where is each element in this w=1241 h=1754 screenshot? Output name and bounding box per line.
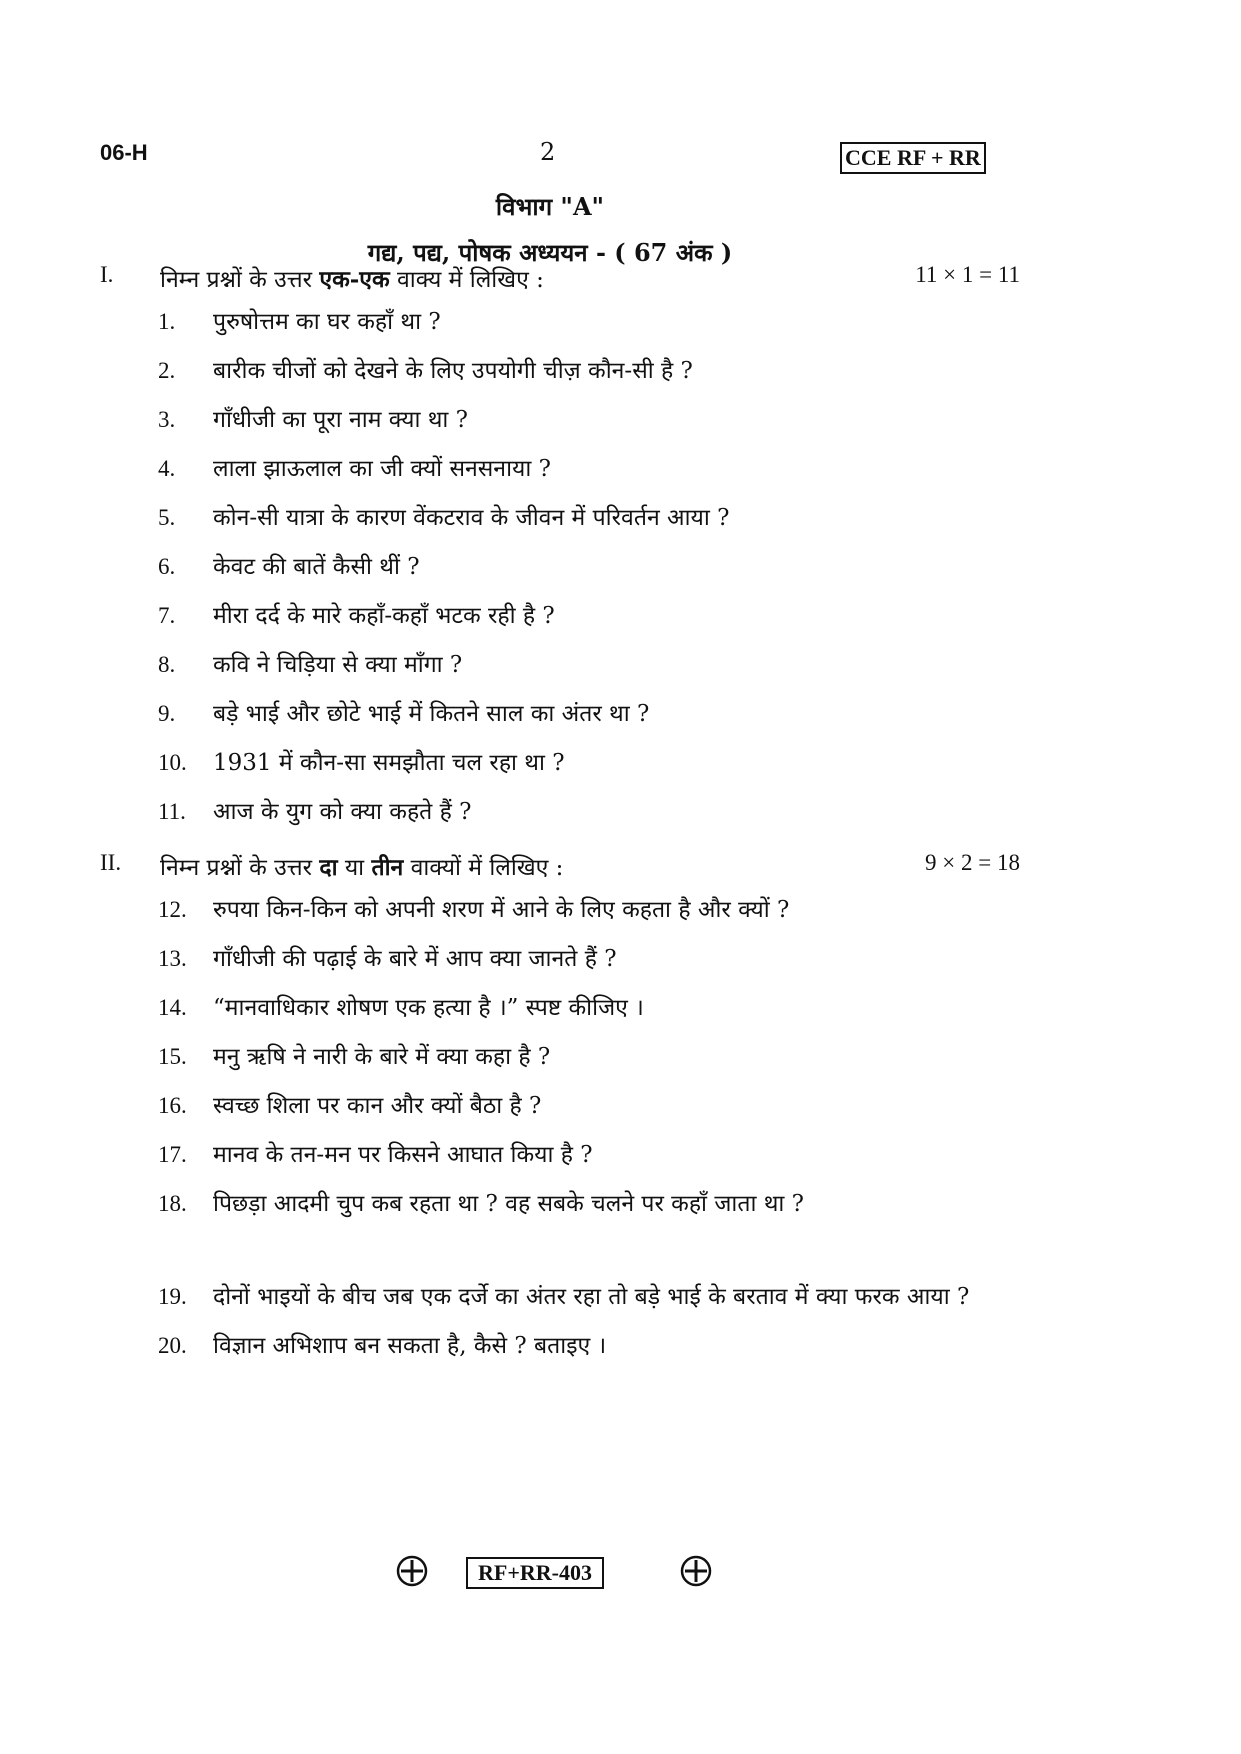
question-text: मानव के तन-मन पर किसने आघात किया है ? bbox=[213, 1142, 593, 1168]
part2-instruction: निम्न प्रश्नों के उत्तर दा या तीन वाक्यों में लिखिए : bbox=[160, 854, 564, 881]
question-number: 19. bbox=[158, 1284, 187, 1309]
part1-instruction: निम्न प्रश्नों के उत्तर एक-एक वाक्य में लिखिए : bbox=[160, 266, 544, 293]
question-number: 12. bbox=[158, 897, 187, 922]
page-number: 2 bbox=[540, 138, 556, 166]
question-number: 7. bbox=[158, 603, 176, 628]
part2-roman: II. bbox=[100, 850, 122, 875]
question-text: मनु ऋषि ने नारी के बारे में क्या कहा है ? bbox=[213, 1044, 551, 1070]
question-text: पिछड़ा आदमी चुप कब रहता था ? वह सबके चलने पर कहाँ जाता था ? bbox=[213, 1191, 805, 1217]
page-footer bbox=[0, 1555, 1100, 1595]
footer-code-box: RF+RR-403 bbox=[466, 1557, 604, 1589]
question-number: 2. bbox=[158, 358, 176, 383]
question-text: गाँधीजी की पढ़ाई के बारे में आप क्या जानते हैं ? bbox=[213, 946, 617, 972]
question-text: कोन-सी यात्रा के कारण वेंकटराव के जीवन में परिवर्तन आया ? bbox=[213, 505, 730, 531]
part1-marks: 11 × 1 = 11 bbox=[915, 262, 1020, 287]
question-text: लाला झाऊलाल का जी क्यों सनसनाया ? bbox=[213, 456, 551, 482]
question-text: कवि ने चिड़िया से क्या माँगा ? bbox=[213, 652, 463, 678]
question-number: 14. bbox=[158, 995, 187, 1020]
section-title: विभाग "A" bbox=[495, 192, 605, 221]
question-number: 1. bbox=[158, 309, 176, 334]
part1-roman: I. bbox=[100, 262, 114, 287]
part2-marks: 9 × 2 = 18 bbox=[925, 850, 1020, 875]
question-number: 15. bbox=[158, 1044, 187, 1069]
question-text: “मानवाधिकार शोषण एक हत्या है ।” स्पष्ट कीजिए । bbox=[213, 995, 644, 1021]
question-number: 13. bbox=[158, 946, 187, 971]
question-text: रुपया किन-किन को अपनी शरण में आने के लिए कहता है और क्यों ? bbox=[213, 897, 790, 923]
question-text: बड़े भाई और छोटे भाई में कितने साल का अंतर था ? bbox=[213, 701, 650, 727]
question-number: 3. bbox=[158, 407, 176, 432]
question-text: 1931 में कौन-सा समझौता चल रहा था ? bbox=[213, 750, 565, 776]
question-text: पुरुषोत्तम का घर कहाँ था ? bbox=[213, 309, 441, 335]
question-number: 18. bbox=[158, 1191, 187, 1216]
question-number: 9. bbox=[158, 701, 176, 726]
question-text: बारीक चीजों को देखने के लिए उपयोगी चीज़ कौन-सी है ? bbox=[213, 358, 693, 384]
question-text: स्वच्छ शिला पर कान और क्यों बैठा है ? bbox=[213, 1093, 542, 1119]
question-text: आज के युग को क्या कहते हैं ? bbox=[213, 799, 472, 825]
question-number: 5. bbox=[158, 505, 176, 530]
question-number: 16. bbox=[158, 1093, 187, 1118]
question-text: मीरा दर्द के मारे कहाँ-कहाँ भटक रही है ? bbox=[213, 603, 555, 629]
series-box: CCE RF + RR bbox=[840, 142, 986, 174]
question-number: 17. bbox=[158, 1142, 187, 1167]
question-number: 6. bbox=[158, 554, 176, 579]
question-number: 11. bbox=[158, 799, 186, 824]
paper-code: 06-H bbox=[100, 140, 148, 165]
question-text: केवट की बातें कैसी थीं ? bbox=[213, 554, 420, 580]
question-number: 20. bbox=[158, 1333, 187, 1358]
registration-mark-right-icon bbox=[680, 1555, 712, 1587]
question-text: विज्ञान अभिशाप बन सकता है, कैसे ? बताइए । bbox=[213, 1333, 607, 1359]
section-subtitle: गद्य, पद्य, पोषक अध्ययन - ( 67 अंक ) bbox=[367, 238, 733, 267]
question-text: दोनों भाइयों के बीच जब एक दर्जे का अंतर रहा तो बड़े भाई के बरताव में क्या फरक आया ? bbox=[213, 1284, 970, 1310]
question-number: 10. bbox=[158, 750, 187, 775]
question-number: 8. bbox=[158, 652, 176, 677]
question-number: 4. bbox=[158, 456, 176, 481]
registration-mark-left-icon bbox=[396, 1555, 428, 1587]
question-text: गाँधीजी का पूरा नाम क्या था ? bbox=[213, 407, 469, 433]
